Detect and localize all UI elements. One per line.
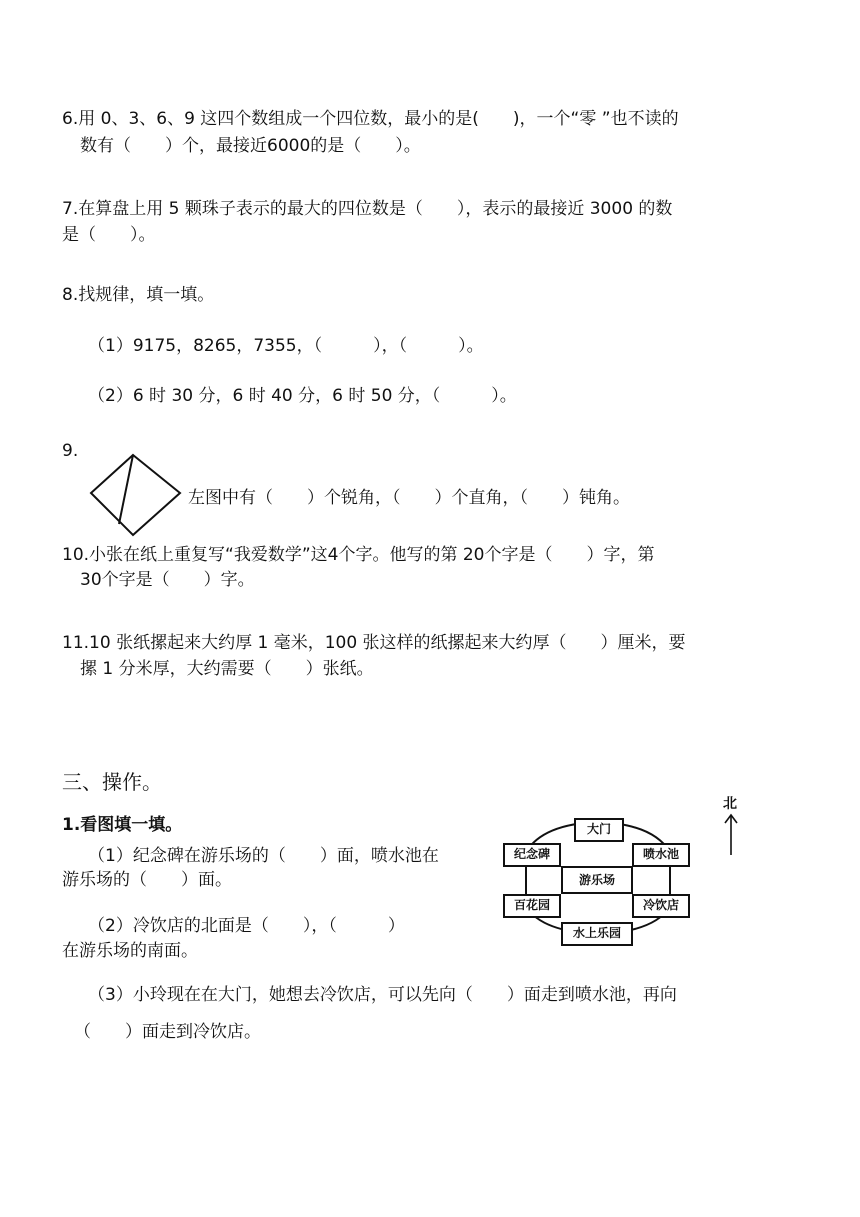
map-cold-drink-shop: 冷饮店 — [632, 894, 690, 918]
q8-sub1: （1）9175，8265，7355，（ ），（ ）。 — [88, 336, 484, 356]
section3-q1-sub1-line1: （1）纪念碑在游乐场的（ ）面，喷水池在 — [88, 846, 439, 866]
map-garden: 百花园 — [503, 894, 561, 918]
north-arrow-icon — [722, 812, 740, 856]
section3-q1-sub3-line2: （ ）面走到冷饮店。 — [74, 1022, 261, 1042]
section3-q1-sub2-line1: （2）冷饮店的北面是（ ），（ ） — [88, 916, 405, 936]
map-monument: 纪念碑 — [503, 843, 561, 867]
q6-line2: 数有（ ）个，最接近6000的是（ ）。 — [80, 136, 421, 156]
q9-number: 9. — [62, 441, 79, 461]
map-fountain: 喷水池 — [632, 843, 690, 867]
section3-q1-title: 1.看图填一填。 — [62, 815, 183, 835]
q10-line1: 10.小张在纸上重复写“我爱数学”这4个字。他写的第 20个字是（ ）字，第 — [62, 545, 655, 565]
q6-line1: 6.用 0、3、6、9 这四个数组成一个四位数，最小的是( )，一个“零 ”也不读的 — [62, 109, 679, 129]
north-label: 北 — [723, 796, 737, 812]
q11-line2: 摞 1 分米厚，大约需要（ ）张纸。 — [80, 659, 374, 679]
section3-q1-sub3-line1: （3）小玲现在在大门，她想去冷饮店，可以先向（ ）面走到喷水池，再向 — [88, 985, 677, 1005]
q11-line1: 11.10 张纸摞起来大约厚 1 毫米，100 张这样的纸摞起来大约厚（ ）厘米，要 — [62, 633, 686, 653]
q7-line2: 是（ ）。 — [62, 225, 156, 245]
rhombus-figure — [88, 452, 184, 538]
section3-q1-sub2-line2: 在游乐场的南面。 — [62, 941, 198, 961]
q8-sub2: （2）6 时 30 分，6 时 40 分，6 时 50 分，（ ）。 — [88, 386, 517, 406]
q8-title: 8.找规律，填一填。 — [62, 285, 215, 305]
section3-title: 三、操作。 — [62, 770, 162, 794]
map-park: 游乐场 — [561, 866, 633, 894]
section3-q1-sub1-line2: 游乐场的（ ）面。 — [62, 870, 232, 890]
rhombus-outline — [91, 455, 180, 535]
map-water-park: 水上乐园 — [561, 922, 633, 946]
q7-line1: 7.在算盘上用 5 颗珠子表示的最大的四位数是（ ），表示的最接近 3000 的数 — [62, 199, 673, 219]
map-gate: 大门 — [574, 818, 624, 842]
q10-line2: 30个字是（ ）字。 — [80, 570, 255, 590]
q9-text: 左图中有（ ）个锐角，（ ）个直角，（ ）钝角。 — [188, 488, 630, 508]
